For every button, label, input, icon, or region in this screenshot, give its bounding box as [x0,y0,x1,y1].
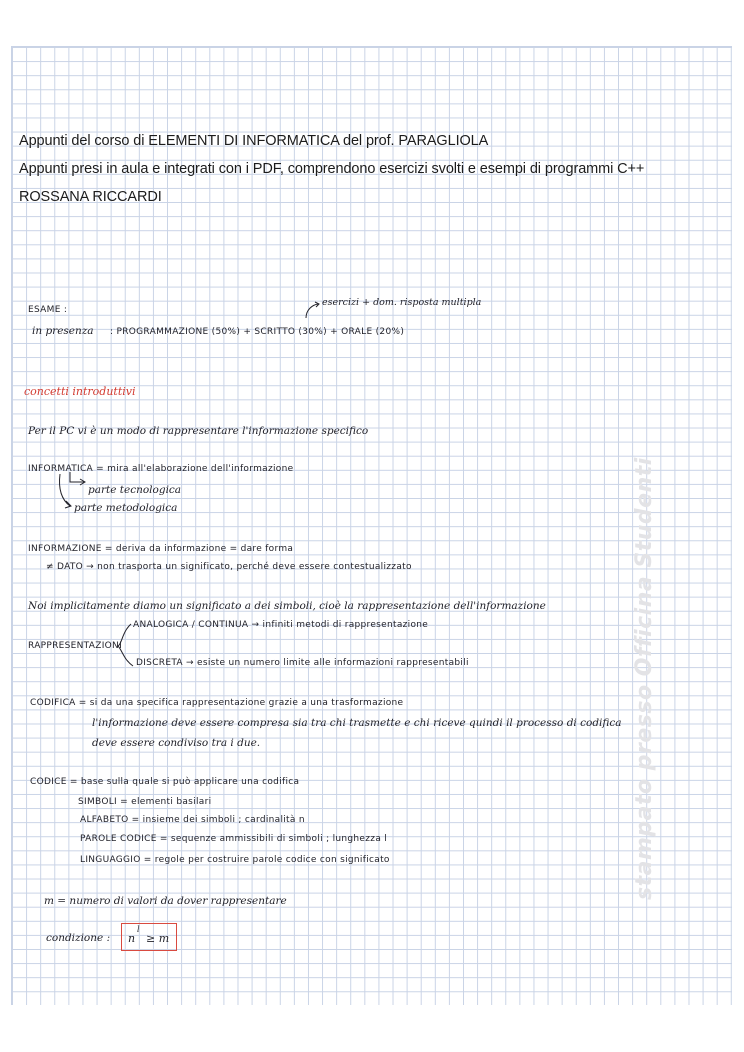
exam-note: esercizi + dom. risposta multipla [322,297,482,308]
watermark: stampato presso Officina Studenti [632,457,657,900]
codifica-line-3: deve essere condiviso tra i due. [92,737,261,749]
header-description-line: Appunti presi in aula e integrati con i PDF, comprendono esercizi svolti e esempi di programmi C++ [19,161,645,177]
linguaggio-line: LINGUAGGIO = regole per costruire parole codice con significato [80,855,390,865]
exam-formula: : PROGRAMMAZIONE (50%) + SCRITTO (30%) + ORALE (20%) [110,327,405,337]
informatica-sub-tecnologica: parte tecnologica [88,484,182,496]
condizione-base: n [128,932,136,945]
condizione-box [121,923,177,951]
parole-codice-line: PAROLE CODICE = sequenze ammissibili di simboli ; lunghezza l [80,834,388,844]
implicito-line: Noi implicitamente diamo un significato a dei simboli, cioè la rappresentazione dell'informazione [28,600,546,612]
codice-line: CODICE = base sulla quale si può applicare una codifica [30,777,300,787]
codifica-line-1: CODIFICA = si da una specifica rappresentazione grazie a una trasformazione [30,698,404,708]
condizione-label: condizione : [46,932,111,944]
rappresentazioni-label: RAPPRESENTAZIONI [28,641,123,651]
exam-title: ESAME : [28,305,68,315]
section-title: concetti introduttivi [24,385,136,398]
informazione-line: INFORMAZIONE = deriva da informazione = dare forma [28,544,294,554]
informatica-line: INFORMATICA = mira all'elaborazione dell'informazione [28,464,294,474]
simboli-line: SIMBOLI = elementi basilari [78,797,212,807]
informatica-sub-metodologica: parte metodologica [74,502,178,514]
codifica-line-2: l'informazione deve essere compresa sia tra chi trasmette e chi riceve quindi il processo di codifica [92,717,622,729]
alfabeto-line: ALFABETO = insieme dei simboli ; cardinalità n [80,815,305,825]
condizione-exponent: l [137,925,140,934]
m-definition-line: m = numero di valori da dover rappresentare [44,895,287,907]
condizione-rhs: ≥ m [146,932,170,945]
header-course-line: Appunti del corso di ELEMENTI DI INFORMATICA del prof. PARAGLIOLA [19,133,489,149]
analogica-line: ANALOGICA / CONTINUA → infiniti metodi di rappresentazione [133,620,429,630]
exam-prefix: in presenza [32,325,94,337]
dato-line: ≠ DATO → non trasporta un significato, perché deve essere contestualizzato [46,562,412,572]
discreta-line: DISCRETA → esiste un numero limite alle informazioni rappresentabili [136,658,469,668]
intro-line: Per il PC vi è un modo di rappresentare l'informazione specifico [28,425,369,437]
header-author-line: ROSSANA RICCARDI [19,189,162,205]
